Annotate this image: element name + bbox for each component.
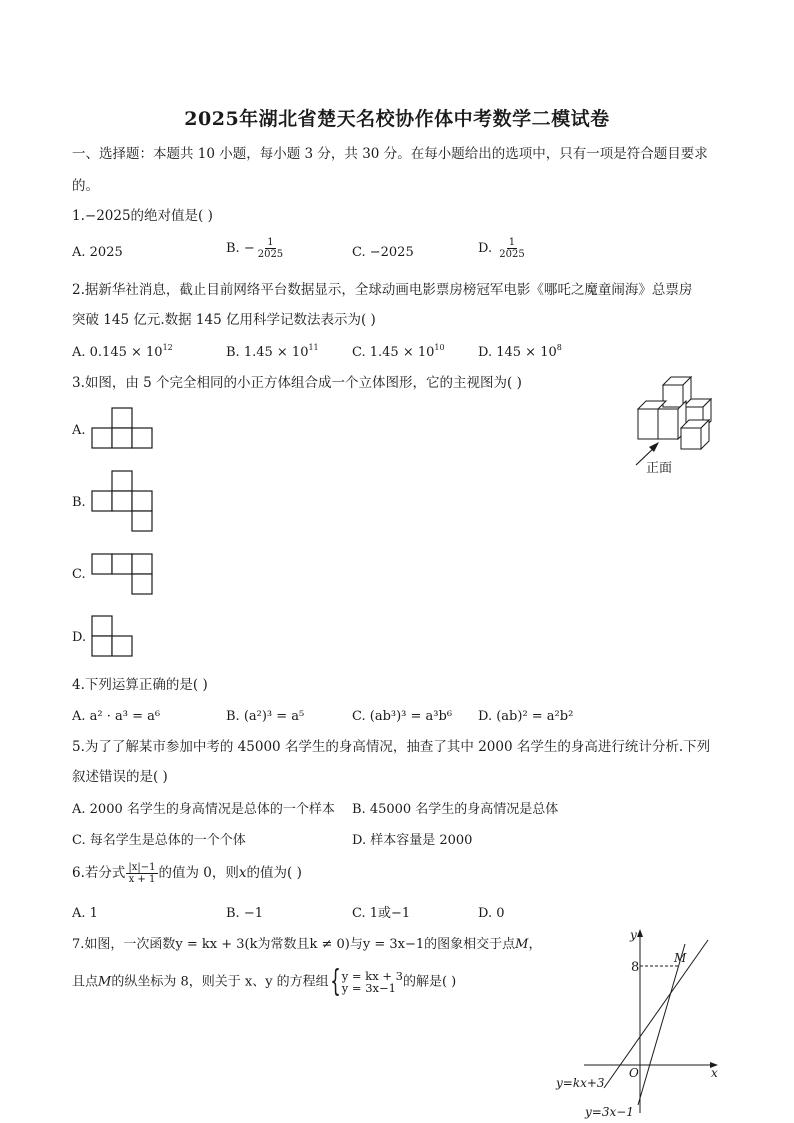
q2-option-b: B. $1.45 \times 10^{11}$ — [226, 343, 319, 360]
x-axis-label: x — [711, 1066, 718, 1080]
q6-fraction: $\frac{|x|-1}{x + 1}$ — [128, 862, 156, 885]
q3-cube-figure — [630, 372, 726, 478]
q5-option-b: B. 45000 名学生的身高情况是总体 — [352, 802, 559, 817]
y-tick-8-label: 8 — [631, 960, 640, 975]
q5-option-a: A. 2000 名学生的身高情况是总体的一个样本 — [72, 802, 335, 817]
q3-option-b-figure — [91, 470, 155, 533]
q1-option-a: A. 2025 — [72, 245, 123, 260]
q5-option-c: C. 每名学生是总体的一个个体 — [72, 833, 246, 848]
q2-stem-line1: 2.据新华社消息，截止目前网络平台数据显示，全球动画电影票房榜冠军电影《哪吒之魔童闹海》总票房 — [72, 282, 693, 298]
q7-stem-line1: 7.如图，一次函数y = kx + 3(k为常数且k ≠ 0)与y = 3x−1的图象相交于点M， — [72, 937, 542, 952]
section-instructions-line2: 的。 — [72, 178, 99, 194]
origin-label: O — [629, 1066, 639, 1080]
q2-option-a: A. $0.145 \times 10^{12}$ — [72, 343, 173, 360]
q1-d-fraction: $\frac{1}{2025}$ — [499, 237, 525, 260]
q4-option-c: C. (ab³)³ = a³b⁶ — [352, 709, 453, 724]
q4-option-a: A. a² · a³ = a⁶ — [72, 709, 161, 724]
q2-stem-line2: 突破 145 亿元.数据 145 亿用科学记数法表示为( ) — [72, 312, 376, 328]
y-axis-label: y — [630, 928, 637, 942]
q3-option-d: D. — [72, 630, 87, 645]
line-3x-minus-1-label: y=3x−1 — [585, 1105, 634, 1119]
q3-option-a: A. — [72, 423, 86, 438]
q6-stem: 6.若分式 $\frac{|x|-1}{x + 1}$ 的值为 0，则x的值为( ) — [72, 862, 302, 885]
q6-option-a: A. 1 — [72, 906, 98, 921]
q4-stem: 4.下列运算正确的是( ) — [72, 677, 208, 693]
q3-option-d-figure — [91, 615, 135, 658]
q5-stem-line1: 5.为了了解某市参加中考的 45000 名学生的身高情况，抽查了其中 2000 名学生的身高进行统计分析.下列 — [72, 739, 711, 755]
front-view-label: 正面 — [646, 461, 673, 476]
q1-b-fraction: $\frac{1}{2025}$ — [257, 237, 284, 260]
q2-option-d: D. $145 \times 10^8$ — [478, 343, 562, 360]
q7-function-graph — [552, 925, 727, 1120]
q1-option-d: D. $\frac{1}{2025}$ — [478, 237, 525, 260]
q3-stem: 3.如图，由 5 个完全相同的小正方体组合成一个立体图形，它的主视图为( ) — [72, 375, 522, 391]
q4-option-b: B. (a²)³ = a⁵ — [226, 709, 305, 724]
q4-option-d: D. (ab)² = a²b² — [478, 709, 574, 724]
q6-option-c: C. 1或−1 — [352, 906, 411, 921]
q6-option-b: B. −1 — [226, 906, 263, 921]
q1-option-b: B. − $\frac{1}{2025}$ — [226, 237, 284, 260]
intersection-m-label: M — [674, 951, 687, 965]
q3-option-a-figure — [91, 407, 155, 450]
page-title: 2025年湖北省楚天名校协作体中考数学二模试卷 — [184, 108, 610, 130]
q7-stem-line2: 且点M的纵坐标为 8，则关于 x、y 的方程组 { y = kx + 3 y = 3x−1 的解是( ) — [72, 964, 457, 999]
q5-option-d: D. 样本容量是 2000 — [352, 833, 473, 848]
section-instructions-line1: 一、选择题：本题共 10 小题，每小题 3 分，共 30 分。在每小题给出的选项中，只有一项是符合题目要求 — [72, 146, 708, 162]
q1-stem: 1.−2025的绝对值是( ) — [72, 208, 213, 224]
q7-equation-system: { y = kx + 3 y = 3x−1 — [329, 964, 403, 999]
q1-option-c: C. −2025 — [352, 245, 414, 260]
q3-option-b: B. — [72, 495, 86, 510]
q5-stem-line2: 叙述错误的是( ) — [72, 769, 168, 785]
line-kx-plus-3-label: y=kx+3 — [556, 1076, 605, 1090]
q3-option-c: C. — [72, 567, 86, 582]
q6-option-d: D. 0 — [478, 906, 505, 921]
q3-option-c-figure — [91, 553, 155, 596]
q2-option-c: C. $1.45 \times 10^{10}$ — [352, 343, 445, 360]
